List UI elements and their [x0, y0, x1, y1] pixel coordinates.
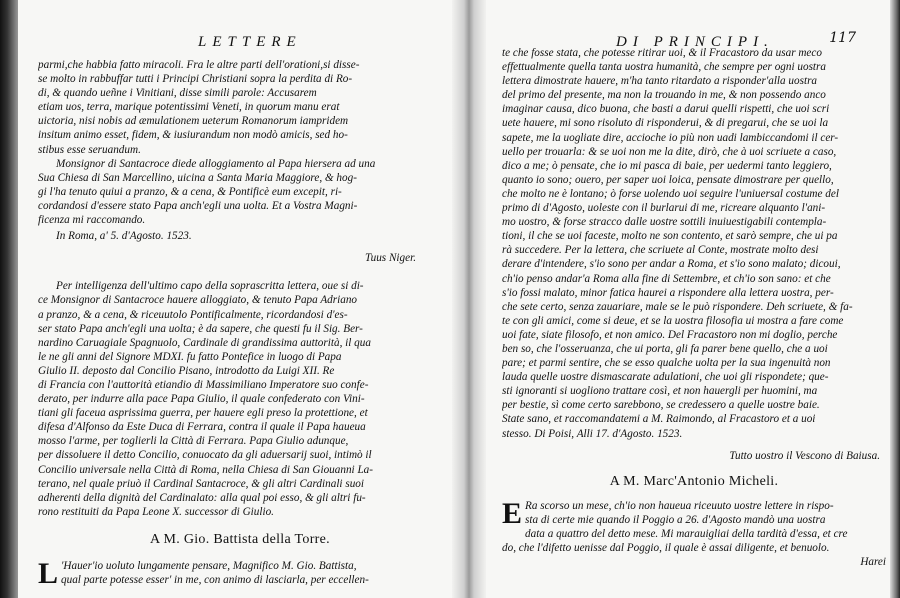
- text-line: a pranzo, & a cena, & riceuutolo Pontificalmente, ricordandosi d'es-: [38, 308, 348, 321]
- text-line: che sete certo, senza zauariare, male se le può rispondere. Deh scriuete, & fa-: [502, 300, 853, 313]
- text-line: uello per trouarla: & se uoi non me la dite, dirò, che à uoi scriuete a caso,: [502, 145, 837, 158]
- text-line: Per intelligenza dell'ultimo capo della soprascritta lettera, oue si di-: [56, 280, 364, 293]
- right-page-text: [502, 46, 886, 569]
- text-line: sta di certe mie quando il Poggio a 26. d'Agosto mandò una uostra: [525, 513, 826, 526]
- text-line: dico a me; ò pensate, che io mi pasca di baie, per uedermi tanto leggiero,: [502, 159, 832, 172]
- text-line: te che fosse stata, che potesse ritirar uoi, & il Fracastoro da usar meco: [502, 47, 822, 59]
- text-line: per bestie, sì come certo sarebbono, se credessero a quelle uostre baie.: [502, 399, 820, 412]
- catchword: Harei: [860, 556, 886, 569]
- text-line: rà succedere. Per la lettera, che scriuete al Conte, mostrate molto desi: [502, 244, 819, 257]
- text-line: uoi fate, siate filosofo, et non amico. Del Fracastoro non mi doglio, perche: [502, 328, 838, 341]
- text-line: State sano, et raccomandatemi a M. Raimondo, al Fracastoro et a uoi: [502, 413, 816, 426]
- running-head-left: LETTERE: [198, 34, 302, 50]
- text-line: insitum animo esset, fidem, & iusiurandum non modò amicis, sed ho-: [38, 129, 348, 142]
- text-line: Giulio II. deposto dal Concilio Pisano, introdotto da Luigi XII. Re: [38, 364, 335, 377]
- text-line: Sua Chiesa di San Marcellino, uicina a Santa Maria Maggiore, & hog-: [38, 171, 357, 184]
- paragraph-letter-della-torre: [38, 557, 442, 590]
- text-line: le ne gli anni del Signore MDXI. fu fatto Pontefice in luogo di Papa: [38, 350, 342, 363]
- left-page-text: [38, 58, 442, 589]
- text-line: ce Monsignor di Santacroce hauere alloggiato, & tenuto Papa Adriano: [38, 294, 358, 307]
- text-line: rono restituiti da Papa Leone X. successor di Giulio.: [38, 505, 274, 518]
- drop-cap: E: [502, 496, 523, 530]
- text-line: se molto in rabbuffar tutti i Principi Christiani sopra la perdita di Ro-: [38, 73, 353, 86]
- left-book-edge: [0, 0, 18, 598]
- text-line: uete hauere, mi sono risoluto di risponderui, & di pregarui, che se uoi la: [502, 117, 829, 130]
- text-line: per dissoluere il detto Concilio, conuocato da gli aduersarij suoi, intimò il: [38, 449, 372, 462]
- text-line: ficenza mi raccomando.: [38, 214, 146, 227]
- text-line: terano, nel quale priuò il Cardinal Santacroce, & gli altri Cardinali suoi: [38, 477, 364, 490]
- running-head-right: DI PRINCIPI.: [616, 34, 774, 50]
- right-page: [486, 0, 890, 598]
- text-line: gi l'ha tenuto quiui a pranzo, & a cena, & Pontificè eum excepit, ri-: [38, 185, 342, 198]
- book-gutter: [452, 0, 486, 598]
- text-line: difesa d'Alfonso da Este Duca di Ferrara, contra il quale il Papa haueua: [38, 421, 366, 434]
- text-line: 'Hauer'io uoluto lungamente pensare, Magnifico M. Gio. Battista,: [61, 560, 357, 572]
- text-line: di, & quando ueñne i Vinitiani, disse simili parole: Accusarem: [38, 87, 317, 100]
- text-line: nardino Caruagiale Spagnuolo, Cardinale di grandissima auttorità, il qua: [38, 336, 371, 349]
- text-line: pare; et parmi sentire, che se esso qualche uolta per la sua ingenuità non: [502, 357, 831, 370]
- text-line: etiam uos, terra, marique potentissimi Veneti, in quorum manu erat: [38, 101, 340, 114]
- text-line: Monsignor di Santacroce diede alloggiamento al Papa hiersera ad una: [56, 157, 376, 170]
- text-line: do, che l'difetto uenisse dal Poggio, il quale è assai diligente, et benuolo.: [502, 542, 830, 555]
- text-line: di Francia con l'auttorità etiandio di Massimiliano Imperatore suo confe-: [38, 378, 369, 391]
- left-page: [18, 0, 452, 598]
- text-line: cordandosi d'essere stato Papa anch'egli una uolta. Et a Vostra Magni-: [38, 199, 358, 212]
- text-line: ser stato Papa anch'egli una uolta; è da sapere, che questi fu il Sig. Ber-: [38, 322, 363, 335]
- text-line: lauda quelle uostre dismascarate adulationi, che uoi gli rispondete; que-: [502, 371, 829, 384]
- drop-cap: L: [38, 557, 59, 590]
- text-line: mosso l'arme, per toglierli la Città di Ferrara. Papa Giulio adunque,: [38, 435, 349, 448]
- dateline: In Roma, a' 5. d'Agosto. 1523.: [56, 230, 192, 243]
- text-line: ch'io penso andar'a Roma alla fine di Settembre, et ch'io son sano: et che: [502, 272, 831, 285]
- text-line: effettualmente quella tanta uostra humanità, che sempre per ogni uostra: [502, 61, 826, 74]
- text-line: mo uostro, & forse stracco dalle uostre sottili inuiuestigabili contempla-: [502, 216, 827, 229]
- text-line: del primo del presente, ma non la trouando in me, & non possendo anco: [502, 89, 826, 102]
- text-line: adherenti della dignità del Cardinalato: alla qual poi esso, & gli altri fu-: [38, 491, 366, 504]
- text-line: derare d'intendere, s'io sono per andar a Roma, et s'io sono malato; dicoui,: [502, 258, 841, 271]
- text-line: lettera dimostrate hauere, m'ha tanto ritardato a risponder'alla uostra: [502, 75, 818, 88]
- text-line: stesso. Di Poisi, Alli 17. d'Agosto. 1523.: [502, 427, 683, 440]
- paragraph-oration: [38, 58, 442, 157]
- text-line: tioni, il che se uoi faceste, molto ne son contento, et sarò sempre, che ui pa: [502, 230, 838, 243]
- text-line: imaginar causa, dico buona, che basti a darui quelli rispetti, che uoi scri: [502, 103, 830, 116]
- text-line: te con gli amici, come si deue, et se la uostra filosofia ui mostra a fare come: [502, 314, 844, 327]
- text-line: s'io fossi malato, minor fatica haurei a rispondere alla lettera uostra, per-: [502, 286, 834, 299]
- text-line: Concilio universale nella Città di Roma, nella Chiesa di San Giouanni La-: [38, 463, 373, 476]
- text-line: primo di d'Agosto, uoleste con il burlarui di me, ricreare alquanto l'ani-: [502, 202, 826, 215]
- letter-heading-micheli: A M. Marc'Antonio Micheli.: [609, 473, 779, 489]
- text-line: uictoria, nisi nobis ad æmulationem ueterum Romanorum iampridem: [38, 115, 349, 128]
- text-line: sapete, me la uogliate dire, accioche io più non uadi lambiccandomi il cer-: [502, 131, 839, 144]
- paragraph-letter-body: [502, 46, 886, 441]
- text-line: sti ignoranti si uogliono trattare così, et non hauergli per huomini, ma: [502, 385, 818, 398]
- paragraph-commentary: [38, 279, 442, 519]
- text-line: qual parte potesse esser' in me, con animo di lasciarla, per eccellen-: [61, 574, 369, 587]
- text-line: stibus esse seruandum.: [38, 143, 141, 156]
- text-line: data a quattro del detto mese. Mi marauigliai della tardità d'essa, et cre: [525, 528, 848, 540]
- text-line: che molto ne è lontano; ò forse uolendo uoi seguire l'uniuersal costume del: [502, 187, 839, 200]
- text-line: tiani gli faceua asprissima guerra, per hauere egli preso la protettione, et: [38, 407, 368, 420]
- letter-heading-della-torre: A M. Gio. Battista della Torre.: [150, 531, 330, 547]
- signature: Tuus Niger.: [365, 252, 416, 265]
- paragraph-letter-micheli: [502, 496, 886, 569]
- text-line: parmi,che habbia fatto miracoli. Fra le altre parti dell'orationi,si disse-: [38, 59, 360, 71]
- text-line: derato, per indurre alla pace Papa Giulio, il quale confederato con Vini-: [38, 393, 365, 406]
- paragraph-santacroce: [38, 157, 442, 227]
- signature: Tutto uostro il Vescono di Baiusa.: [729, 449, 880, 462]
- page-number: 117: [829, 30, 856, 46]
- right-book-edge: [890, 0, 900, 598]
- text-line: ben so, che l'osseruanza, che ui porta, gli fa parer bene quello, che a uoi: [502, 342, 828, 355]
- text-line: Ra scorso un mese, ch'io non haueua riceuuto uostre lettere in rispo-: [525, 499, 834, 512]
- text-line: quanto io sono; ouero, per saper uoi loica, pensate dimostrare per quello,: [502, 173, 834, 186]
